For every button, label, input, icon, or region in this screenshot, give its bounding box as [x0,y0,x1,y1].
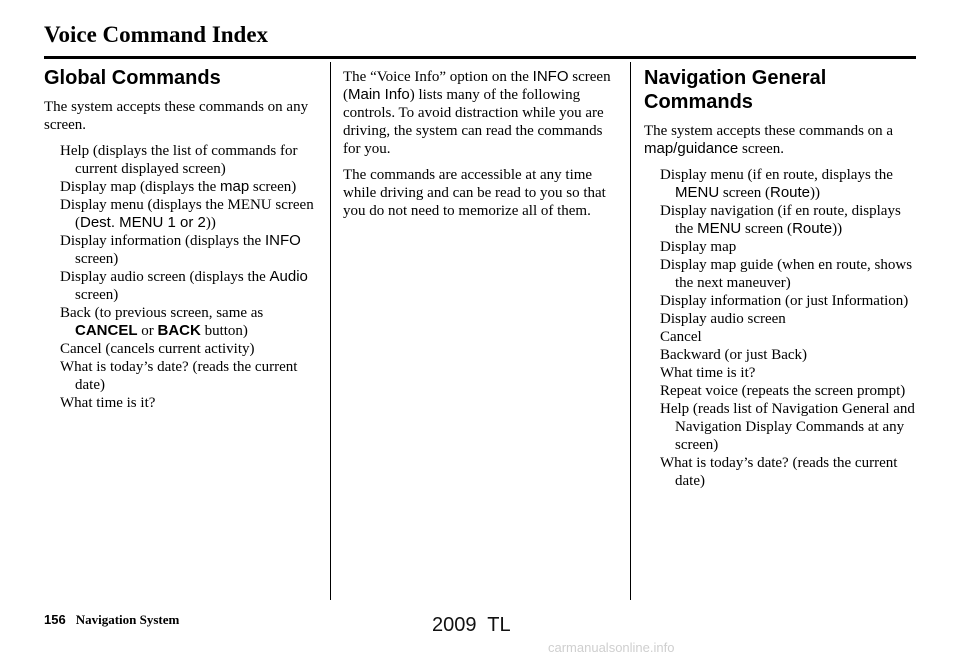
global-commands-column [44,66,320,412]
footer-section-title: Navigation System [75,612,180,627]
list-item: Display map guide (when en route, shows the next maneuver) [660,257,913,291]
list-item: Backward (or just Back) [660,347,808,363]
navigation-commands-list [644,166,922,490]
list-item: Back (to previous screen, same as CANCEL or BACK button) [60,305,264,339]
column-divider [630,62,631,600]
list-item: Display map (displays the map screen) [60,178,297,195]
global-commands-intro: The system accepts these commands on any screen. [44,99,309,133]
list-item: What is today’s date? (reads the current date) [60,359,298,393]
page-footer [44,612,179,628]
list-item: Display audio screen [660,311,786,327]
list-item: Display information (or just Information) [660,293,909,309]
list-item: Help (displays the list of commands for current displayed screen) [60,143,298,177]
navigation-commands-intro: The system accepts these commands on a map/guidance screen. [644,123,894,157]
global-commands-list [44,142,320,412]
model-watermark: 2009 TL [432,614,511,636]
list-item: Cancel (cancels current activity) [60,341,255,357]
list-item: Display information (displays the INFO screen) [60,232,301,267]
list-item: Repeat voice (repeats the screen prompt) [660,383,906,399]
column-divider [330,62,331,600]
voice-info-column [343,68,621,228]
list-item: Display map [660,239,737,255]
list-item: What time is it? [60,395,156,411]
list-item: Cancel [660,329,702,345]
list-item: Display menu (if en route, displays the MENU screen (Route)) [660,167,893,201]
list-item: What is today’s date? (reads the current date) [660,455,898,489]
global-commands-heading: Global Commands [44,67,221,89]
list-item: Display menu (displays the MENU screen (Dest. MENU 1 or 2)) [60,197,314,231]
list-item: Display audio screen (displays the Audio screen) [60,268,308,303]
list-item: Display navigation (if en route, displays the MENU screen (Route)) [660,203,901,237]
voice-info-paragraph: The “Voice Info” option on the INFO screen (Main Info) lists many of the following controls. To avoid distraction while you are driving, the system can read the commands for you. [343,68,611,157]
page-number: 156 [44,612,66,627]
header-rule [44,56,916,59]
navigation-commands-heading: Navigation General Commands [644,67,827,113]
navigation-commands-column [644,66,922,490]
site-watermark: carmanualsonline.info [548,640,675,655]
page-title: Voice Command Index [44,22,269,47]
list-item: Help (reads list of Navigation General and Navigation Display Commands at any screen) [660,401,915,453]
accessibility-paragraph: The commands are accessible at any time while driving and can be read to you so that you do not need to memorize all of them. [343,167,606,219]
list-item: What time is it? [660,365,756,381]
